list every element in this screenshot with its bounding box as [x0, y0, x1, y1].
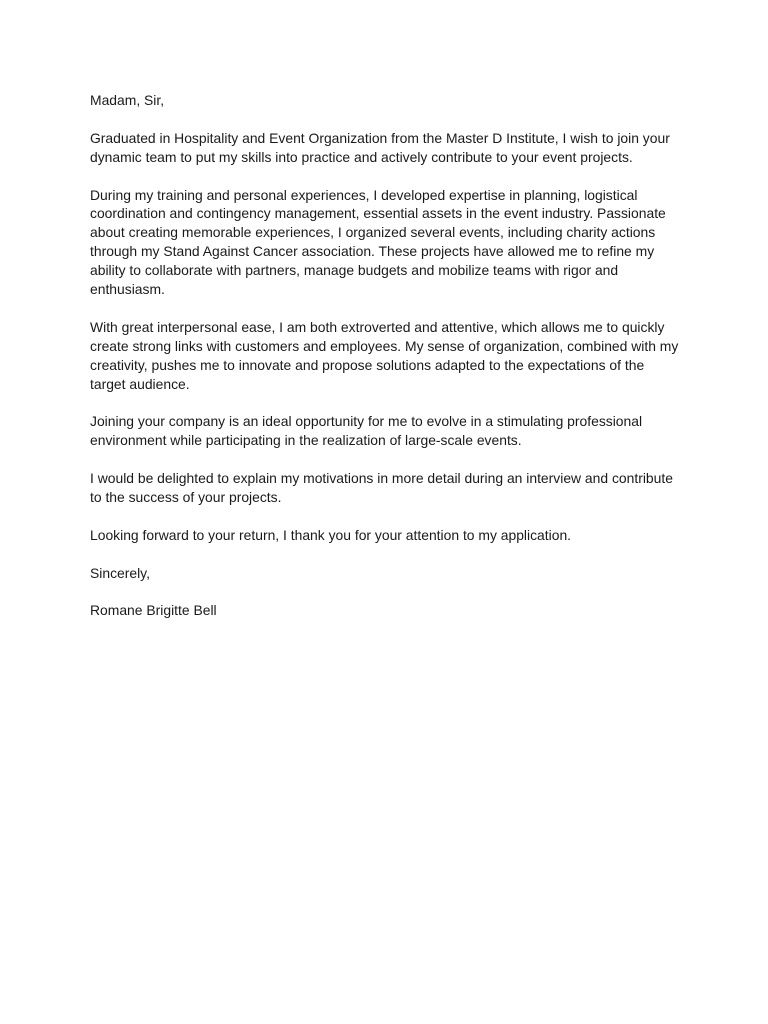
paragraph-motivation: Joining your company is an ideal opportunity for me to evolve in a stimulating professional environment while participating in the realization of large-scale events.	[90, 413, 643, 449]
cover-letter	[90, 91, 680, 639]
paragraph-interview: I would be delighted to explain my motivations in more detail during an interview and contribute to the success of your projects.	[90, 470, 673, 505]
paragraph-introduction: Graduated in Hospitality and Event Organization from the Master D Institute, I wish to join your dynamic team to put my skills into practice and actively contribute to your event projects.	[90, 129, 670, 165]
paragraph-experience: During my training and personal experiences, I developed expertise in planning, logistical coordination and contingency management, essential assets in the event industry. Passionate about creating memorable experiences, I organized several events, including charity actions through my Stand Against Cancer association. These projects have allowed me to refine my ability to collaborate with partners, manage budgets and mobilize teams with rigor and enthusiasm.	[90, 186, 666, 298]
closing: Sincerely,	[90, 564, 150, 581]
salutation: Madam, Sir,	[90, 92, 165, 108]
paragraph-personality: With great interpersonal ease, I am both extroverted and attentive, which allows me to quickly create strong links with customers and employees. My sense of organization, combined with my creativity, pushes me to innovate and propose solutions adapted to the expectations of the target audience.	[90, 318, 679, 392]
signature-name: Romane Brigitte Bell	[90, 602, 217, 619]
paragraph-thanks: Looking forward to your return, I thank you for your attention to my application.	[90, 526, 572, 543]
